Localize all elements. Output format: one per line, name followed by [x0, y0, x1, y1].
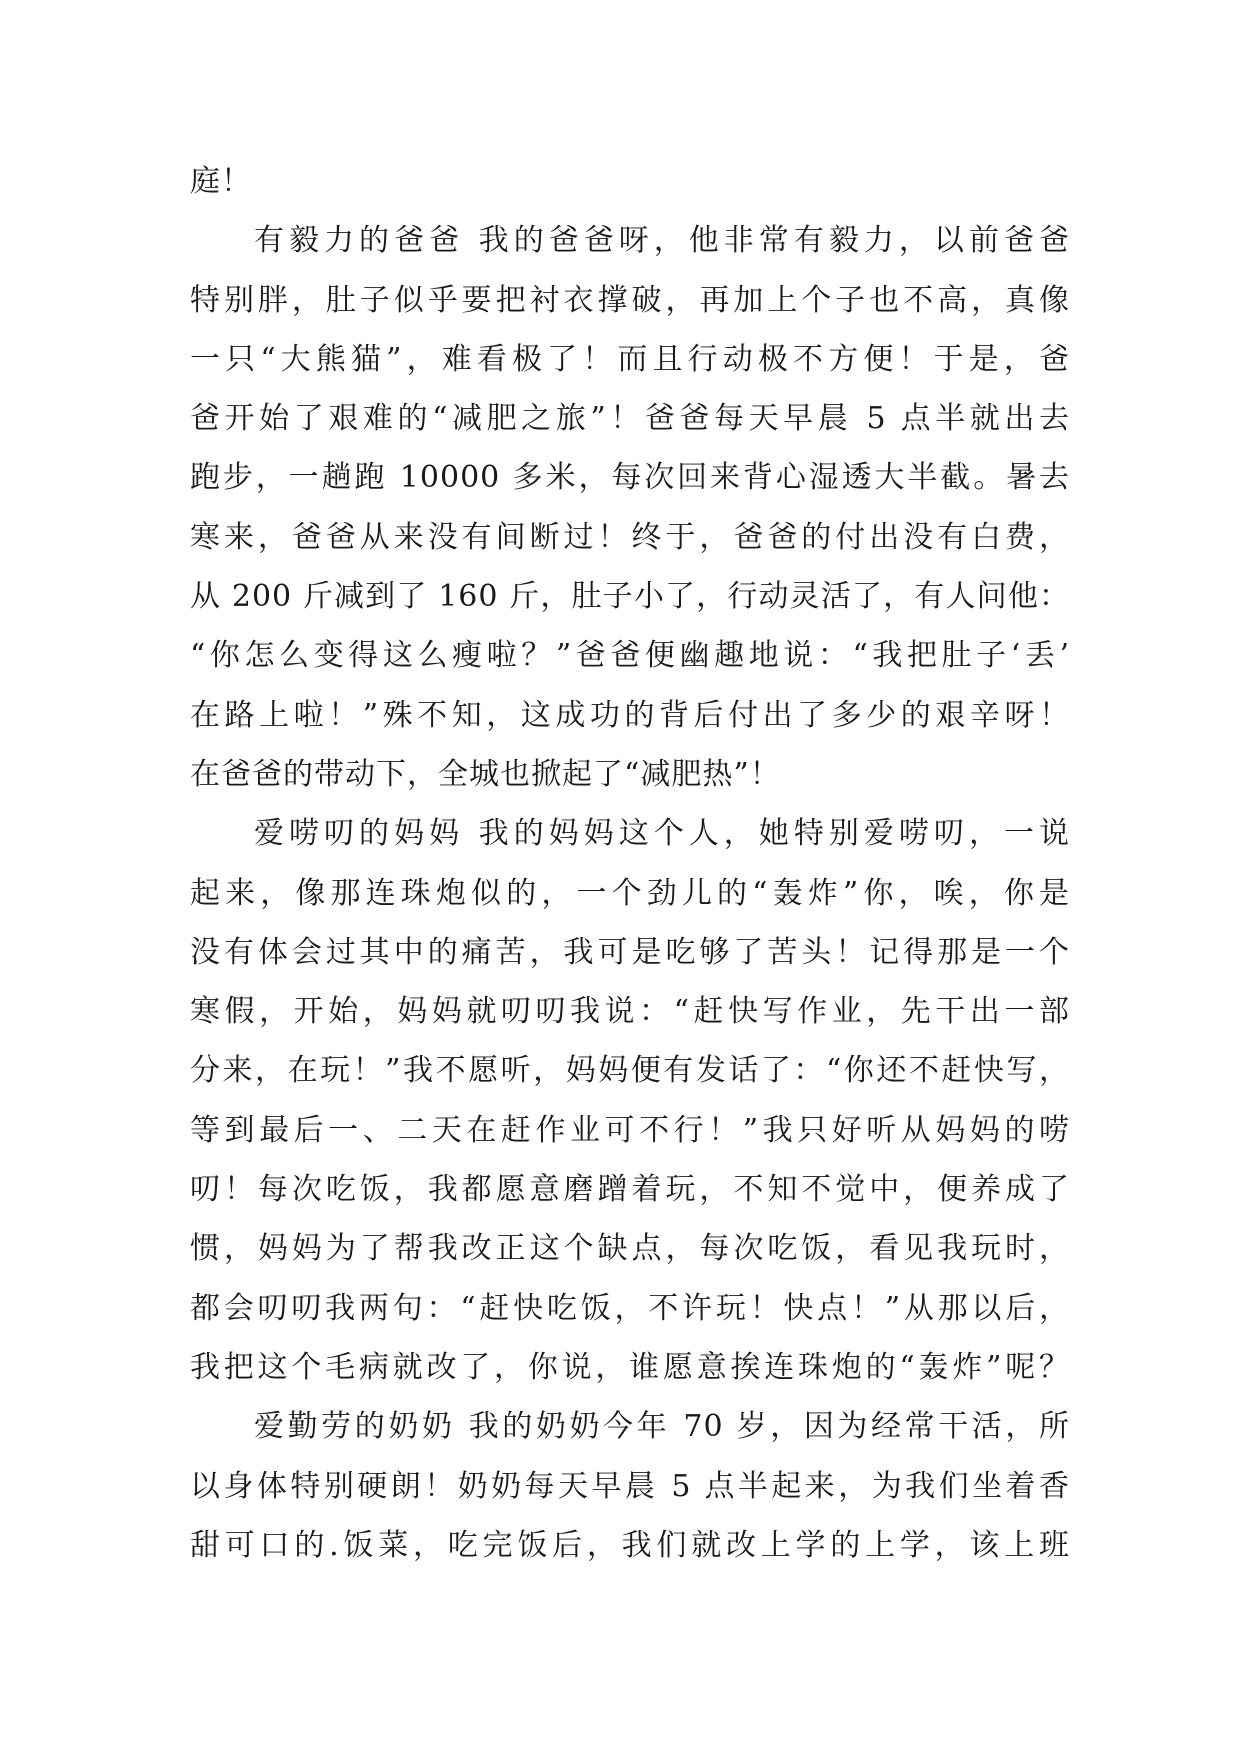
text-line: 叨！每次吃饭，我都愿意磨蹭着玩，不知不觉中，便养成了 — [190, 1172, 1070, 1208]
text-line: 爱勤劳的奶奶 我的奶奶今年 70 岁，因为经常干活，所 — [254, 1409, 1070, 1445]
text-line: 庭！ — [190, 164, 252, 199]
text-line: 特别胖，肚子似乎要把衬衣撑破，再加上个子也不高，真像 — [190, 282, 1070, 318]
text-line: 起来，像那连珠炮似的，一个劲儿的“轰炸”你，唉，你是 — [190, 875, 1070, 911]
text-line: 在爸爸的带动下，全城也掀起了“减肥热”！ — [190, 756, 781, 792]
text-line: 分来，在玩！”我不愿听，妈妈便有发话了：“你还不赶快写， — [190, 1053, 1070, 1089]
document-body — [190, 152, 1070, 1575]
text-line: 我把这个毛病就改了，你说，谁愿意挨连珠炮的“轰炸”呢？ — [190, 1349, 1070, 1385]
text-line: 寒假，开始，妈妈就叨叨我说：“赶快写作业，先干出一部 — [190, 994, 1070, 1030]
text-line: 惯，妈妈为了帮我改正这个缺点，每次吃饭，看见我玩时， — [190, 1231, 1070, 1267]
text-line: 以身体特别硬朗！奶奶每天早晨 5 点半起来，为我们坐着香 — [190, 1468, 1070, 1504]
text-line: 跑步，一趟跑 10000 多米，每次回来背心湿透大半截。暑去 — [190, 460, 1070, 496]
text-line: 一只“大熊猫”，难看极了！而且行动极不方便！于是，爸 — [190, 341, 1070, 377]
text-line: 都会叨叨我两句：“赶快吃饭，不许玩！快点！”从那以后， — [190, 1290, 1070, 1326]
text-line: 等到最后一、二天在赶作业可不行！”我只好听从妈妈的唠 — [190, 1112, 1070, 1148]
text-line: 有毅力的爸爸 我的爸爸呀，他非常有毅力，以前爸爸 — [254, 223, 1070, 259]
text-line: “你怎么变得这么瘦啦？”爸爸便幽趣地说：“我把肚子‘丢’ — [190, 638, 1070, 674]
text-line: 没有体会过其中的痛苦，我可是吃够了苦头！记得那是一个 — [190, 934, 1070, 970]
text-line: 爱唠叨的妈妈 我的妈妈这个人，她特别爱唠叨，一说 — [254, 816, 1070, 852]
text-line: 从 200 斤减到了 160 斤，肚子小了，行动灵活了，有人问他： — [190, 579, 1070, 615]
text-line: 爸开始了艰难的“减肥之旅”！爸爸每天早晨 5 点半就出去 — [190, 401, 1070, 437]
text-line: 甜可口的.饭菜，吃完饭后，我们就改上学的上学，该上班 — [190, 1527, 1070, 1563]
text-line: 在路上啦！”殊不知，这成功的背后付出了多少的艰辛呀！ — [190, 697, 1070, 733]
text-line: 寒来，爸爸从来没有间断过！终于，爸爸的付出没有白费， — [190, 519, 1070, 555]
